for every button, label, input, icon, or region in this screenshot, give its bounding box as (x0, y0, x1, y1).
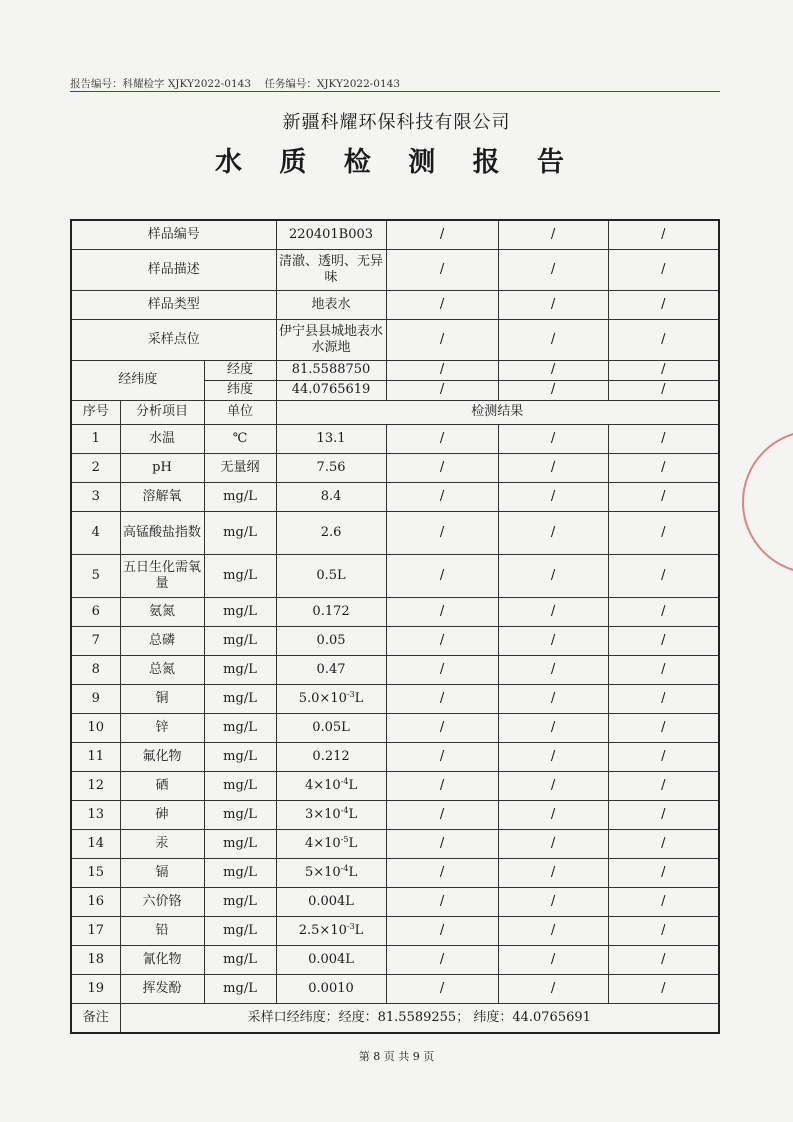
row-value (276, 800, 386, 829)
empty-cell: / (608, 511, 719, 554)
remark-text: 采样口经纬度：经度：81.5589255； 纬度：44.0765691 (120, 1003, 719, 1033)
empty-cell: / (386, 684, 498, 713)
col-header-result: 检测结果 (276, 400, 719, 424)
table-row (71, 887, 719, 916)
table-row (71, 945, 719, 974)
row-item: 镉 (120, 858, 204, 887)
row-value: 0.05 (276, 626, 386, 655)
sample-site-row (71, 319, 719, 360)
empty-cell: / (608, 684, 719, 713)
row-seq: 15 (71, 858, 120, 887)
table-row (71, 858, 719, 887)
empty-cell: / (498, 742, 608, 771)
row-seq: 16 (71, 887, 120, 916)
row-unit: mg/L (204, 887, 276, 916)
table-row (71, 916, 719, 945)
empty-cell: / (498, 974, 608, 1003)
empty-cell: / (498, 684, 608, 713)
empty-cell: / (608, 290, 719, 319)
empty-cell: / (608, 858, 719, 887)
row-item: 氨氮 (120, 597, 204, 626)
empty-cell: / (608, 249, 719, 290)
sample-type-label: 样品类型 (71, 290, 276, 319)
report-header (70, 76, 720, 91)
value-base: 4×10 (304, 777, 341, 793)
value-exponent: -3 (346, 689, 355, 699)
row-seq: 17 (71, 916, 120, 945)
company-name: 新疆科耀环保科技有限公司 (282, 112, 511, 133)
sample-number-row (71, 220, 719, 249)
empty-cell: / (608, 887, 719, 916)
row-value: 0.0010 (276, 974, 386, 1003)
remark-row (71, 1003, 719, 1033)
row-value: 0.004L (276, 945, 386, 974)
value-exponent: -4 (340, 805, 349, 815)
results-table (70, 219, 720, 1034)
row-seq: 19 (71, 974, 120, 1003)
empty-cell: / (498, 945, 608, 974)
empty-cell: / (498, 360, 608, 380)
row-unit: mg/L (204, 626, 276, 655)
table-row (71, 829, 719, 858)
table-row (71, 511, 719, 554)
empty-cell: / (498, 858, 608, 887)
empty-cell: / (498, 290, 608, 319)
row-unit: mg/L (204, 482, 276, 511)
task-number: 任务编号：XJKY2022-0143 (264, 78, 401, 90)
row-item: 铜 (120, 684, 204, 713)
row-seq: 14 (71, 829, 120, 858)
empty-cell: / (498, 626, 608, 655)
row-item: 锌 (120, 713, 204, 742)
row-unit: mg/L (204, 974, 276, 1003)
empty-cell: / (498, 249, 608, 290)
row-seq: 2 (71, 453, 120, 482)
value-base: 3×10 (304, 806, 341, 822)
value-exponent: -3 (346, 921, 355, 931)
table-row (71, 771, 719, 800)
sample-desc-row (71, 249, 719, 290)
row-seq: 11 (71, 742, 120, 771)
stamp-seal (742, 430, 793, 574)
report-number: 报告编号：科耀检字 XJKY2022-0143 (70, 78, 252, 90)
value-suffix: L (348, 835, 358, 851)
row-unit: 无量纲 (204, 453, 276, 482)
value-base: 2.5×10 (298, 922, 347, 938)
empty-cell: / (608, 319, 719, 360)
value-base: 5×10 (304, 864, 341, 880)
table-row (71, 626, 719, 655)
empty-cell: / (498, 554, 608, 597)
sample-site-label: 采样点位 (71, 319, 276, 360)
row-item: 汞 (120, 829, 204, 858)
row-item: 总氮 (120, 655, 204, 684)
empty-cell: / (498, 800, 608, 829)
row-value: 0.05L (276, 713, 386, 742)
row-seq: 3 (71, 482, 120, 511)
table-row (71, 655, 719, 684)
empty-cell: / (386, 626, 498, 655)
row-seq: 1 (71, 424, 120, 453)
row-seq: 8 (71, 655, 120, 684)
empty-cell: / (386, 829, 498, 858)
row-seq: 7 (71, 626, 120, 655)
row-seq: 18 (71, 945, 120, 974)
table-row (71, 800, 719, 829)
latitude-value: 44.0765619 (276, 380, 386, 400)
empty-cell: / (386, 887, 498, 916)
row-value: 7.56 (276, 453, 386, 482)
row-item: 氟化物 (120, 742, 204, 771)
table-row (71, 974, 719, 1003)
row-item: 五日生化需氧量 (120, 554, 204, 597)
row-seq: 13 (71, 800, 120, 829)
empty-cell: / (386, 945, 498, 974)
row-unit: mg/L (204, 554, 276, 597)
col-header-item: 分析项目 (120, 400, 204, 424)
row-value: 0.47 (276, 655, 386, 684)
row-value: 2.6 (276, 511, 386, 554)
empty-cell: / (386, 800, 498, 829)
row-value: 8.4 (276, 482, 386, 511)
empty-cell: / (498, 424, 608, 453)
row-unit: mg/L (204, 713, 276, 742)
table-row (71, 453, 719, 482)
row-unit: mg/L (204, 597, 276, 626)
empty-cell: / (386, 380, 498, 400)
row-unit: mg/L (204, 655, 276, 684)
empty-cell: / (498, 482, 608, 511)
empty-cell: / (386, 597, 498, 626)
latitude-label: 纬度 (204, 380, 276, 400)
empty-cell: / (608, 424, 719, 453)
row-unit: mg/L (204, 829, 276, 858)
empty-cell: / (386, 360, 498, 380)
empty-cell: / (608, 360, 719, 380)
sample-site-value: 伊宁县县城地表水水源地 (276, 319, 386, 360)
row-value: 0.212 (276, 742, 386, 771)
row-unit: mg/L (204, 858, 276, 887)
empty-cell: / (498, 380, 608, 400)
value-exponent: -5 (340, 834, 349, 844)
empty-cell: / (608, 482, 719, 511)
value-base: 5.0×10 (298, 690, 347, 706)
empty-cell: / (608, 945, 719, 974)
table-row (71, 482, 719, 511)
empty-cell: / (498, 597, 608, 626)
empty-cell: / (386, 554, 498, 597)
row-value (276, 916, 386, 945)
empty-cell: / (498, 319, 608, 360)
row-item: 溶解氧 (120, 482, 204, 511)
empty-cell: / (386, 249, 498, 290)
row-unit: mg/L (204, 684, 276, 713)
report-title: 水 质 检 测 报 告 (215, 147, 578, 178)
table-row (71, 424, 719, 453)
row-item: pH (120, 453, 204, 482)
empty-cell: / (386, 655, 498, 684)
coordinates-label: 经纬度 (71, 360, 204, 400)
empty-cell: / (608, 829, 719, 858)
row-value (276, 684, 386, 713)
table-row (71, 684, 719, 713)
empty-cell: / (498, 655, 608, 684)
empty-cell: / (386, 974, 498, 1003)
empty-cell: / (498, 453, 608, 482)
row-seq: 9 (71, 684, 120, 713)
row-item: 高锰酸盐指数 (120, 511, 204, 554)
empty-cell: / (608, 771, 719, 800)
row-seq: 10 (71, 713, 120, 742)
empty-cell: / (608, 655, 719, 684)
col-header-seq: 序号 (71, 400, 120, 424)
empty-cell: / (386, 742, 498, 771)
table-row (71, 742, 719, 771)
value-suffix: L (348, 777, 358, 793)
empty-cell: / (386, 916, 498, 945)
row-value: 0.004L (276, 887, 386, 916)
row-value: 13.1 (276, 424, 386, 453)
sample-number-label: 样品编号 (71, 220, 276, 249)
empty-cell: / (608, 220, 719, 249)
empty-cell: / (608, 800, 719, 829)
row-seq: 5 (71, 554, 120, 597)
empty-cell: / (386, 713, 498, 742)
value-base: 4×10 (304, 835, 341, 851)
value-suffix: L (348, 806, 358, 822)
table-row (71, 597, 719, 626)
sample-number-value: 220401B003 (276, 220, 386, 249)
row-unit: mg/L (204, 771, 276, 800)
row-item: 水温 (120, 424, 204, 453)
empty-cell: / (386, 511, 498, 554)
row-unit: mg/L (204, 742, 276, 771)
empty-cell: / (608, 453, 719, 482)
row-item: 挥发酚 (120, 974, 204, 1003)
value-suffix: L (354, 922, 364, 938)
row-item: 硒 (120, 771, 204, 800)
empty-cell: / (608, 974, 719, 1003)
empty-cell: / (498, 887, 608, 916)
sample-desc-label: 样品描述 (71, 249, 276, 290)
row-unit: mg/L (204, 945, 276, 974)
row-item: 氰化物 (120, 945, 204, 974)
empty-cell: / (608, 916, 719, 945)
table-row (71, 554, 719, 597)
empty-cell: / (608, 554, 719, 597)
row-value: 0.5L (276, 554, 386, 597)
row-unit: ℃ (204, 424, 276, 453)
empty-cell: / (498, 511, 608, 554)
row-value: 0.172 (276, 597, 386, 626)
row-item: 总磷 (120, 626, 204, 655)
longitude-label: 经度 (204, 360, 276, 380)
sample-type-value: 地表水 (276, 290, 386, 319)
remark-label: 备注 (71, 1003, 120, 1033)
row-unit: mg/L (204, 800, 276, 829)
row-seq: 4 (71, 511, 120, 554)
value-exponent: -4 (340, 776, 349, 786)
row-value (276, 771, 386, 800)
empty-cell: / (498, 771, 608, 800)
empty-cell: / (386, 424, 498, 453)
col-header-unit: 单位 (204, 400, 276, 424)
empty-cell: / (498, 220, 608, 249)
row-value (276, 858, 386, 887)
empty-cell: / (386, 858, 498, 887)
empty-cell: / (608, 626, 719, 655)
page-footer: 第 8 页 共 9 页 (358, 1050, 435, 1063)
empty-cell: / (386, 453, 498, 482)
value-exponent: -4 (340, 863, 349, 873)
table-row (71, 713, 719, 742)
row-seq: 6 (71, 597, 120, 626)
sample-type-row (71, 290, 719, 319)
column-header-row (71, 400, 719, 424)
value-suffix: L (354, 690, 364, 706)
empty-cell: / (608, 742, 719, 771)
sample-desc-value: 清澈、透明、无异味 (276, 249, 386, 290)
header-rule (70, 91, 720, 92)
row-unit: mg/L (204, 916, 276, 945)
empty-cell: / (386, 482, 498, 511)
row-item: 铅 (120, 916, 204, 945)
row-item: 六价铬 (120, 887, 204, 916)
empty-cell: / (608, 380, 719, 400)
row-value (276, 829, 386, 858)
row-seq: 12 (71, 771, 120, 800)
empty-cell: / (498, 829, 608, 858)
empty-cell: / (498, 916, 608, 945)
longitude-value: 81.5588750 (276, 360, 386, 380)
empty-cell: / (386, 290, 498, 319)
empty-cell: / (608, 713, 719, 742)
row-unit: mg/L (204, 511, 276, 554)
empty-cell: / (498, 713, 608, 742)
empty-cell: / (386, 319, 498, 360)
empty-cell: / (386, 220, 498, 249)
empty-cell: / (386, 771, 498, 800)
empty-cell: / (608, 597, 719, 626)
value-suffix: L (348, 864, 358, 880)
row-item: 砷 (120, 800, 204, 829)
longitude-row (71, 360, 719, 380)
